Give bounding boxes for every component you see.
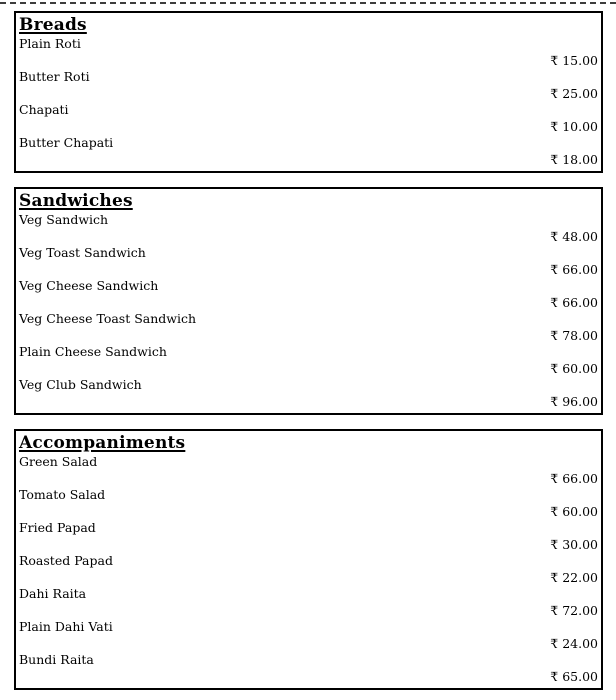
item-name: Tomato Salad bbox=[19, 487, 106, 502]
item-name: Plain Dahi Vati bbox=[19, 619, 113, 634]
item-price: ₹ 78.00 bbox=[550, 327, 598, 343]
section-title: Breads bbox=[19, 15, 87, 35]
item-price: ₹ 25.00 bbox=[550, 85, 598, 101]
menu-item-row bbox=[18, 245, 599, 278]
item-price: ₹ 96.00 bbox=[550, 393, 598, 409]
item-price: ₹ 22.00 bbox=[550, 569, 598, 585]
item-price: ₹ 66.00 bbox=[550, 261, 598, 277]
item-price: ₹ 18.00 bbox=[550, 151, 598, 167]
item-price: ₹ 24.00 bbox=[550, 635, 598, 651]
menu-item-row bbox=[18, 377, 599, 410]
item-name: Plain Cheese Sandwich bbox=[19, 344, 167, 359]
item-name: Fried Papad bbox=[19, 520, 96, 535]
item-name: Dahi Raita bbox=[19, 586, 87, 601]
item-price: ₹ 10.00 bbox=[550, 118, 598, 134]
item-name: Plain Roti bbox=[19, 36, 81, 51]
item-name: Bundi Raita bbox=[19, 652, 94, 667]
section-title: Accompaniments bbox=[19, 433, 186, 453]
menu-item-row bbox=[18, 619, 599, 652]
item-name: Chapati bbox=[19, 102, 69, 117]
item-price: ₹ 65.00 bbox=[550, 668, 598, 684]
item-name: Butter Roti bbox=[19, 69, 90, 84]
item-price: ₹ 72.00 bbox=[550, 602, 598, 618]
menu-item-row bbox=[18, 520, 599, 553]
item-name: Roasted Papad bbox=[19, 553, 113, 568]
menu-item-row bbox=[18, 36, 599, 69]
menu-item-row bbox=[18, 487, 599, 520]
menu-item-row bbox=[18, 212, 599, 245]
section-item-list bbox=[18, 36, 599, 168]
item-price: ₹ 60.00 bbox=[550, 503, 598, 519]
menu-item-row bbox=[18, 102, 599, 135]
menu-item-row bbox=[18, 69, 599, 102]
menu-item-row bbox=[18, 278, 599, 311]
section-item-list bbox=[18, 454, 599, 685]
item-price: ₹ 48.00 bbox=[550, 228, 598, 244]
item-name: Veg Club Sandwich bbox=[19, 377, 142, 392]
item-price: ₹ 66.00 bbox=[550, 294, 598, 310]
section-title: Sandwiches bbox=[19, 191, 133, 211]
item-price: ₹ 60.00 bbox=[550, 360, 598, 376]
menu-item-row bbox=[18, 311, 599, 344]
menu-item-row bbox=[18, 344, 599, 377]
menu-item-row bbox=[18, 454, 599, 487]
section-item-list bbox=[18, 212, 599, 410]
menu-item-row bbox=[18, 553, 599, 586]
item-price: ₹ 66.00 bbox=[550, 470, 598, 486]
item-name: Veg Cheese Sandwich bbox=[19, 278, 159, 293]
item-name: Veg Toast Sandwich bbox=[19, 245, 146, 260]
item-name: Veg Cheese Toast Sandwich bbox=[19, 311, 197, 326]
item-name: Green Salad bbox=[19, 454, 98, 469]
menu-section bbox=[14, 11, 603, 173]
menu-section bbox=[14, 187, 603, 415]
menu-sections bbox=[14, 11, 603, 700]
item-price: ₹ 30.00 bbox=[550, 536, 598, 552]
item-name: Butter Chapati bbox=[19, 135, 114, 150]
menu-item-row bbox=[18, 135, 599, 168]
item-price: ₹ 15.00 bbox=[550, 52, 598, 68]
menu-item-row bbox=[18, 586, 599, 619]
page-break-dashed-line bbox=[0, 2, 616, 4]
menu-section bbox=[14, 429, 603, 690]
menu-item-row bbox=[18, 652, 599, 685]
item-name: Veg Sandwich bbox=[19, 212, 109, 227]
